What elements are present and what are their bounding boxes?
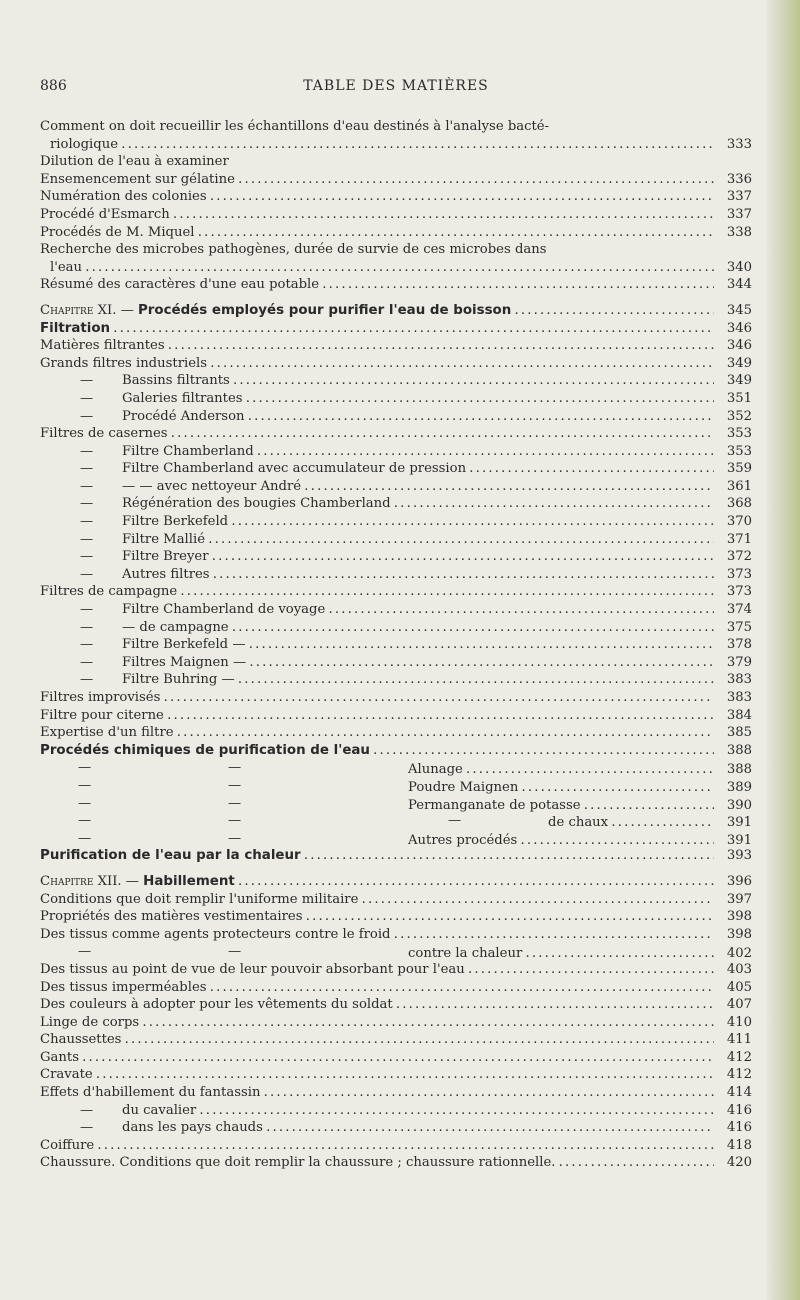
toc-entry: [40, 355, 752, 373]
toc-entry: [40, 548, 752, 566]
toc-page-number: 333: [726, 136, 752, 152]
ditto-dash: —: [80, 478, 94, 494]
ditto-dash: — —: [78, 944, 242, 960]
toc-entry-label: Autres procédés: [408, 832, 518, 848]
toc-entry: [40, 372, 752, 390]
toc-entry-label: Procédé d'Esmarch: [40, 206, 170, 222]
toc-entry: [40, 671, 752, 689]
toc-entry-text: [40, 1119, 714, 1137]
toc-entry-label: Filtres Maignen —: [122, 654, 247, 670]
toc-entry: [40, 566, 752, 584]
toc-page-number: 379: [726, 654, 752, 670]
toc-entry: [40, 654, 752, 672]
toc-entry: [40, 320, 752, 338]
toc-entry-label: Purification de l'eau par la chaleur: [40, 848, 301, 864]
toc-page-number: 373: [726, 566, 752, 582]
toc-entry: [40, 996, 752, 1014]
toc-entry-text: [40, 689, 714, 707]
ditto-dash: —: [80, 1120, 94, 1136]
toc-entry-text: [40, 408, 714, 426]
toc-entry-text: [40, 443, 714, 461]
toc-page-number: 353: [726, 443, 752, 459]
toc-entry: [40, 742, 752, 760]
toc-entry: [40, 153, 752, 171]
toc-page-number: 370: [726, 514, 752, 530]
toc-entry-label: Dilution de l'eau à examiner: [40, 154, 229, 170]
toc-entry: [40, 830, 752, 848]
toc-page-number: 391: [726, 815, 752, 831]
toc-entry-text: [40, 742, 714, 760]
toc-page-number: 407: [726, 997, 752, 1013]
toc-entry-text: [40, 1154, 714, 1172]
toc-entry-label: Poudre Maignen: [408, 779, 519, 795]
toc-entry-text: [40, 636, 714, 654]
chapter-label: Chapitre XI. —: [40, 302, 138, 318]
toc-entry-label: Coiffure: [40, 1137, 95, 1153]
toc-page-number: 378: [726, 637, 752, 653]
toc-entry-text: [40, 566, 714, 584]
toc-entry-label: Effets d'habillement du fantassin: [40, 1085, 261, 1101]
toc-page-number: 351: [726, 390, 752, 406]
toc-entry-label: Filtre Berkefeld: [122, 514, 229, 530]
toc-entry-text: [40, 583, 714, 601]
toc-entry-text: [40, 979, 714, 997]
toc-page-number: 414: [726, 1085, 752, 1101]
toc-page-number: 403: [726, 961, 752, 977]
toc-entry: [40, 583, 752, 601]
toc-entry: [40, 1031, 752, 1049]
toc-entry-label: Filtres de campagne: [40, 584, 178, 600]
toc-entry: [40, 1049, 752, 1067]
toc-entry: [40, 1137, 752, 1155]
toc-entry: [40, 224, 752, 242]
toc-entry-text: [40, 1084, 714, 1102]
toc-entry-label: Linge de corps: [40, 1014, 140, 1030]
page-edge: [766, 0, 800, 1300]
toc-entry-label: de chaux: [548, 815, 609, 831]
ditto-dash: —: [80, 461, 94, 477]
toc-entry-label: Alunage: [408, 762, 463, 778]
toc-entry: [40, 689, 752, 707]
toc-entry-label: Permanganate de potasse: [408, 797, 581, 813]
toc-page-number: 368: [726, 496, 752, 512]
toc-page-number: 389: [726, 779, 752, 795]
toc-entry-label: Filtre Mallié: [122, 531, 206, 547]
toc-entry: [40, 531, 752, 549]
chapter-heading-text: [40, 873, 714, 891]
toc-entry-text: [40, 188, 714, 206]
toc-entry-label: riologique: [50, 136, 119, 152]
toc-entry-text: [40, 926, 714, 944]
toc-page-number: 337: [726, 189, 752, 205]
toc-entry: [40, 908, 752, 926]
chapter-page-number: 396: [726, 873, 752, 889]
ditto-dash: — —: [78, 830, 242, 846]
toc-entry-text: [40, 724, 714, 742]
toc-entry-text: [40, 153, 714, 171]
toc-entry-text: [40, 425, 714, 443]
toc-entry-label: Des couleurs à adopter pour les vêtements du soldat: [40, 997, 393, 1013]
toc-entry-label: Procédés de M. Miquel: [40, 224, 195, 240]
ditto-dash: —: [80, 1102, 94, 1118]
toc-entry-text: [40, 355, 714, 373]
toc-entry-text: [40, 891, 714, 909]
toc-entry: [40, 926, 752, 944]
toc-entry: [40, 478, 752, 496]
toc-entry: [40, 206, 752, 224]
toc-entry-text: [40, 259, 714, 277]
toc-entry: [40, 812, 752, 830]
toc-entry: [40, 943, 752, 961]
chapter-label: Chapitre XII. —: [40, 873, 144, 889]
toc-entry: [40, 601, 752, 619]
toc-entry-label: Filtration: [40, 320, 111, 336]
toc-entry-text: [40, 601, 714, 619]
toc-entry-text: [40, 1031, 714, 1049]
toc-entry-text: [40, 1049, 714, 1067]
toc-entry-text: [40, 1014, 714, 1032]
toc-entry: [40, 1014, 752, 1032]
toc-entry-label: Filtre pour citerne: [40, 707, 164, 723]
toc-entry: [40, 513, 752, 531]
toc-entry-label: Procédés chimiques de purification de l'eau: [40, 742, 370, 758]
toc-entry-label: Numération des colonies: [40, 189, 207, 205]
toc-entry-label: Chaussure. Conditions que doit remplir la chaussure ; chaussure rationnelle.: [40, 1155, 556, 1171]
toc-entry-text: [40, 961, 714, 979]
toc-page-number: 346: [726, 338, 752, 354]
page-header: [40, 78, 752, 96]
toc-entry: [40, 390, 752, 408]
toc-entry: [40, 171, 752, 189]
toc-entry-label: Galeries filtrantes: [122, 390, 243, 406]
ditto-dash: — —: [78, 777, 242, 793]
toc-entry: [40, 636, 752, 654]
toc-entry: [40, 707, 752, 725]
toc-page-number: 410: [726, 1014, 752, 1030]
toc-entry-label: Recherche des microbes pathogènes, durée de survie de ces microbes dans: [40, 242, 547, 258]
toc-entry: [40, 1102, 752, 1120]
ditto-dash: —: [80, 514, 94, 530]
toc-entry-label: contre la chaleur: [408, 946, 523, 962]
toc-entry: [40, 460, 752, 478]
toc-page-number: 336: [726, 171, 752, 187]
toc-page-number: 371: [726, 531, 752, 547]
toc-entry-label: Résumé des caractères d'une eau potable: [40, 277, 320, 293]
ditto-dash: — — —: [78, 813, 462, 829]
toc-entry: [40, 724, 752, 742]
toc-page-number: 402: [726, 946, 752, 962]
ditto-dash: —: [80, 549, 94, 565]
toc-entry-label: Gants: [40, 1049, 79, 1065]
toc-entry-label: Matières filtrantes: [40, 338, 165, 354]
toc-entry-label: Filtre Chamberland: [122, 443, 254, 459]
toc-page-number: 383: [726, 690, 752, 705]
chapter-heading: [40, 873, 752, 891]
toc-entry-text: [40, 495, 714, 513]
toc-entry: [40, 1084, 752, 1102]
toc-entry-label: Procédé Anderson: [122, 408, 245, 424]
toc-entry: [40, 443, 752, 461]
toc-entry-label: Filtre Berkefeld —: [122, 637, 246, 653]
toc-entry-text: [40, 847, 714, 865]
toc-entry-text: [40, 513, 714, 531]
toc-page-number: 352: [726, 408, 752, 424]
ditto-dash: —: [80, 566, 94, 582]
toc-entry-text: [40, 390, 714, 408]
toc-entry-label: Ensemencement sur gélatine: [40, 171, 235, 187]
toc-entry: [40, 337, 752, 355]
toc-entry-text: [40, 654, 714, 672]
toc-page-number: 337: [726, 206, 752, 222]
toc-entry-text: [40, 171, 714, 189]
toc-entry-label: Filtre Buhring —: [122, 672, 235, 688]
toc-entry: [40, 777, 752, 795]
toc-entry-label: — de campagne: [122, 619, 229, 635]
toc-entry-text: [40, 136, 714, 154]
toc-page-number: 388: [726, 762, 752, 778]
toc-page-number: 384: [726, 707, 752, 723]
toc-page-number: 412: [726, 1049, 752, 1065]
toc-page-number: 372: [726, 549, 752, 565]
toc-page-number: 420: [726, 1155, 752, 1171]
toc-entry: [40, 276, 752, 294]
toc-page-number: 349: [726, 373, 752, 389]
toc-entry: [40, 619, 752, 637]
toc-entry-label: dans les pays chauds: [122, 1120, 263, 1136]
toc-entry: [40, 1154, 752, 1172]
toc-entry-label: Conditions que doit remplir l'uniforme militaire: [40, 891, 359, 907]
toc-entry-text: [40, 224, 714, 242]
toc-entry-text: [40, 548, 714, 566]
toc-entry: [40, 188, 752, 206]
toc-page-number: 398: [726, 926, 752, 942]
toc-page-number: 397: [726, 891, 752, 907]
toc-page-number: 388: [726, 742, 752, 758]
toc-page-number: 349: [726, 355, 752, 371]
toc-entry-label: du cavalier: [122, 1102, 197, 1118]
ditto-dash: —: [80, 496, 94, 512]
toc-page-number: 353: [726, 426, 752, 442]
ditto-dash: —: [80, 373, 94, 389]
toc-page-number: 416: [726, 1120, 752, 1136]
ditto-dash: —: [80, 443, 94, 459]
toc-page-number: 418: [726, 1137, 752, 1153]
toc-page-number: 373: [726, 584, 752, 600]
running-title: TABLE DES MATIÈRES: [303, 78, 489, 94]
toc-page-number: 398: [726, 909, 752, 925]
toc-entry-label: Expertise d'un filtre: [40, 725, 174, 741]
chapter-heading-text: [40, 302, 714, 320]
ditto-dash: —: [80, 408, 94, 424]
toc-entry: [40, 795, 752, 813]
ditto-dash: — —: [78, 795, 242, 811]
toc-page-number: 405: [726, 979, 752, 995]
toc-entry: [40, 961, 752, 979]
toc-entry: [40, 408, 752, 426]
toc-entry-text: [40, 460, 714, 478]
toc-entry-label: l'eau: [50, 259, 83, 275]
toc-entry-text: [40, 908, 714, 926]
toc-entry-text: [40, 1137, 714, 1155]
ditto-dash: —: [80, 390, 94, 406]
toc-entry-text: [40, 372, 714, 390]
toc-page-number: 411: [726, 1032, 752, 1048]
toc-entry-text: [40, 337, 714, 355]
toc-page-number: 340: [726, 259, 752, 275]
chapter-page-number: 345: [726, 302, 752, 318]
ditto-dash: —: [80, 531, 94, 547]
chapter-heading: [40, 302, 752, 320]
toc-entry: [40, 425, 752, 443]
toc-entry-text: [40, 118, 714, 136]
toc-entry-text: [40, 1102, 714, 1120]
ditto-dash: — —: [78, 760, 242, 776]
toc-entry-label: Filtre Breyer: [122, 549, 209, 565]
toc-entry-text: [40, 671, 714, 689]
toc-entry-label: Autres filtres: [122, 566, 210, 582]
toc-page-number: 393: [726, 848, 752, 864]
toc-entry-text: [40, 241, 714, 259]
toc-entry: [40, 118, 752, 136]
toc-entry-text: [40, 478, 714, 496]
toc-entry-label: — — avec nettoyeur André: [122, 478, 302, 494]
toc-page-number: 344: [726, 277, 752, 293]
toc-entry-text: [40, 206, 714, 224]
ditto-dash: —: [80, 637, 94, 653]
toc-page-number: 359: [726, 461, 752, 477]
toc-page-number: 346: [726, 320, 752, 336]
toc-entry-label: Des tissus comme agents protecteurs contre le froid: [40, 926, 391, 942]
toc-entry: [40, 759, 752, 777]
toc-entry-text: [40, 707, 714, 725]
toc-entry: [40, 1119, 752, 1137]
toc-page-number: 391: [726, 832, 752, 848]
toc-entry-label: Filtre Chamberland avec accumulateur de pression: [122, 461, 467, 477]
toc-entry-label: Régénération des bougies Chamberland: [122, 496, 391, 512]
toc-entry-label: Des tissus imperméables: [40, 979, 207, 995]
toc-entry-text: [40, 619, 714, 637]
toc-entry-label: Filtres de casernes: [40, 426, 168, 442]
toc-entry: [40, 241, 752, 259]
ditto-dash: —: [80, 619, 94, 635]
toc-page-number: 416: [726, 1102, 752, 1118]
toc-page-number: 383: [726, 672, 752, 688]
toc-entry-text: [40, 1066, 714, 1084]
ditto-dash: —: [80, 654, 94, 670]
toc-entry-label: Cravate: [40, 1067, 93, 1083]
toc-entry: [40, 891, 752, 909]
chapter-title: Habillement: [143, 873, 235, 889]
toc-entry-label: Grands filtres industriels: [40, 355, 208, 371]
toc-page-number: 361: [726, 478, 752, 494]
toc-entry: [40, 1066, 752, 1084]
toc-entry-label: Filtres improvisés: [40, 690, 161, 705]
toc-entry-label: Des tissus au point de vue de leur pouvoir absorbant pour l'eau: [40, 961, 465, 977]
toc-entry: [40, 979, 752, 997]
toc-entry-label: Comment on doit recueillir les échantillons d'eau destinés à l'analyse bacté-: [40, 119, 550, 134]
ditto-dash: —: [80, 672, 94, 688]
toc-entry-label: Chaussettes: [40, 1032, 122, 1048]
toc-entry: [40, 259, 752, 277]
toc-page-number: 375: [726, 619, 752, 635]
toc-page-number: 338: [726, 224, 752, 240]
toc-entry-text: [40, 320, 714, 338]
toc-page-number: 374: [726, 602, 752, 618]
table-of-contents: [40, 118, 752, 1172]
toc-entry-label: Bassins filtrants: [122, 373, 230, 389]
toc-entry-label: Filtre Chamberland de voyage: [122, 602, 326, 618]
toc-page-number: 385: [726, 725, 752, 741]
toc-entry: [40, 847, 752, 865]
toc-entry-text: [40, 531, 714, 549]
toc-entry-text: [40, 996, 714, 1014]
ditto-dash: —: [80, 602, 94, 618]
toc-entry: [40, 495, 752, 513]
toc-entry-text: [40, 276, 714, 294]
toc-page-number: 390: [726, 797, 752, 813]
toc-entry-label: Propriétés des matières vestimentaires: [40, 909, 303, 925]
chapter-title: Procédés employés pour purifier l'eau de boisson: [137, 302, 512, 318]
toc-entry: [40, 136, 752, 154]
page-number: 886: [40, 78, 67, 94]
toc-page-number: 412: [726, 1067, 752, 1083]
